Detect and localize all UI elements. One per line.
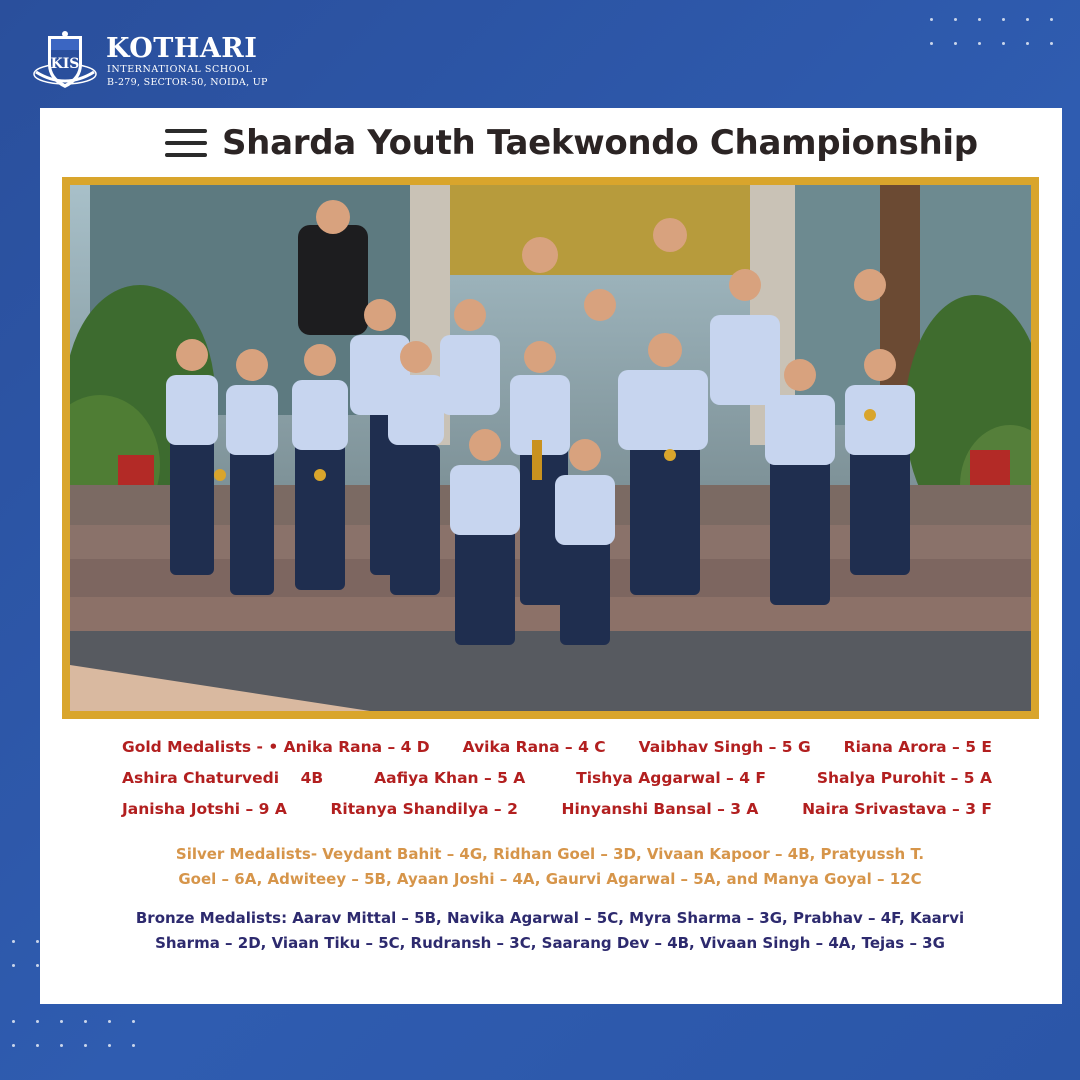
dot (930, 42, 933, 45)
dot (36, 1044, 39, 1047)
gold-row (122, 794, 992, 825)
dot (108, 1020, 111, 1023)
group-photo (70, 185, 1031, 711)
dot (12, 1020, 15, 1023)
gold-entry: Shalya Purohit – 5 A (816, 769, 992, 787)
dot (1026, 18, 1029, 21)
dot (132, 1020, 135, 1023)
gold-entry: Avika Rana – 4 C (462, 738, 606, 756)
school-name: KOTHARI (106, 33, 258, 64)
dot (84, 1044, 87, 1047)
dot (954, 42, 957, 45)
bronze-medalists (95, 906, 1005, 956)
dot (36, 1020, 39, 1023)
school-address: B-279, SECTOR-50, NOIDA, UP (107, 77, 268, 88)
gold-entry: Gold Medalists - • Anika Rana – 4 D (122, 738, 430, 756)
gold-row (122, 732, 992, 763)
silver-line: Goel – 6A, Adwiteey – 5B, Ayaan Joshi – 4A, Gaurvi Agarwal – 5A, and Manya Goyal – 12C (178, 870, 922, 888)
group-photo-illustration (70, 185, 1031, 711)
content-card (40, 108, 1062, 1004)
bronze-line: Bronze Medalists: Aarav Mittal – 5B, Navika Agarwal – 5C, Myra Sharma – 3G, Prabhav – 4F, Kaarvi (135, 909, 965, 927)
dot (930, 18, 933, 21)
silver-medalists (110, 842, 990, 892)
dot (84, 1020, 87, 1023)
gold-medalists (122, 732, 992, 825)
dot (1050, 42, 1053, 45)
gold-entry: Tishya Aggarwal – 4 F (576, 769, 766, 787)
page-title: Sharda Youth Taekwondo Championship (222, 123, 978, 163)
dot (36, 964, 39, 967)
gold-entry: Riana Arora – 5 E (843, 738, 992, 756)
dot (108, 1044, 111, 1047)
dot (12, 1044, 15, 1047)
dot (60, 1044, 63, 1047)
gold-entry: Aafiya Khan – 5 A (374, 769, 526, 787)
bronze-line: Sharma – 2D, Viaan Tiku – 5C, Rudransh – 3C, Saarang Dev – 4B, Vivaan Singh – 4A, Tejas – 3G (155, 934, 945, 952)
gold-entry: Naira Srivastava – 3 F (802, 800, 992, 818)
photo-frame (62, 177, 1039, 719)
silver-line: Silver Medalists- Veydant Bahit – 4G, Ridhan Goel – 3D, Vivaan Kapoor – 4B, Pratyussh T. (175, 845, 925, 863)
crest-letters: KIS (50, 56, 80, 72)
gold-row (122, 763, 992, 794)
dot (954, 18, 957, 21)
gold-entry: Ritanya Shandilya – 2 (330, 800, 518, 818)
dot (1050, 18, 1053, 21)
dot (1002, 18, 1005, 21)
dot (132, 1044, 135, 1047)
dot (1002, 42, 1005, 45)
dot (60, 1020, 63, 1023)
gold-entry: Vaibhav Singh – 5 G (638, 738, 811, 756)
dot (978, 18, 981, 21)
dot-pattern-bottom-left (12, 1020, 142, 1070)
dot (1026, 42, 1029, 45)
dot (12, 940, 15, 943)
school-crest-icon (32, 30, 98, 92)
dot-pattern-top-right (930, 18, 1070, 58)
gold-entry: Hinyanshi Bansal – 3 A (561, 800, 759, 818)
dot (978, 42, 981, 45)
dot (12, 964, 15, 967)
school-subtitle: INTERNATIONAL SCHOOL (107, 64, 253, 75)
gold-entry: Ashira Chaturvedi 4B (122, 769, 324, 787)
gold-entry: Janisha Jotshi – 9 A (122, 800, 287, 818)
hamburger-icon[interactable] (165, 127, 207, 159)
dot (36, 940, 39, 943)
